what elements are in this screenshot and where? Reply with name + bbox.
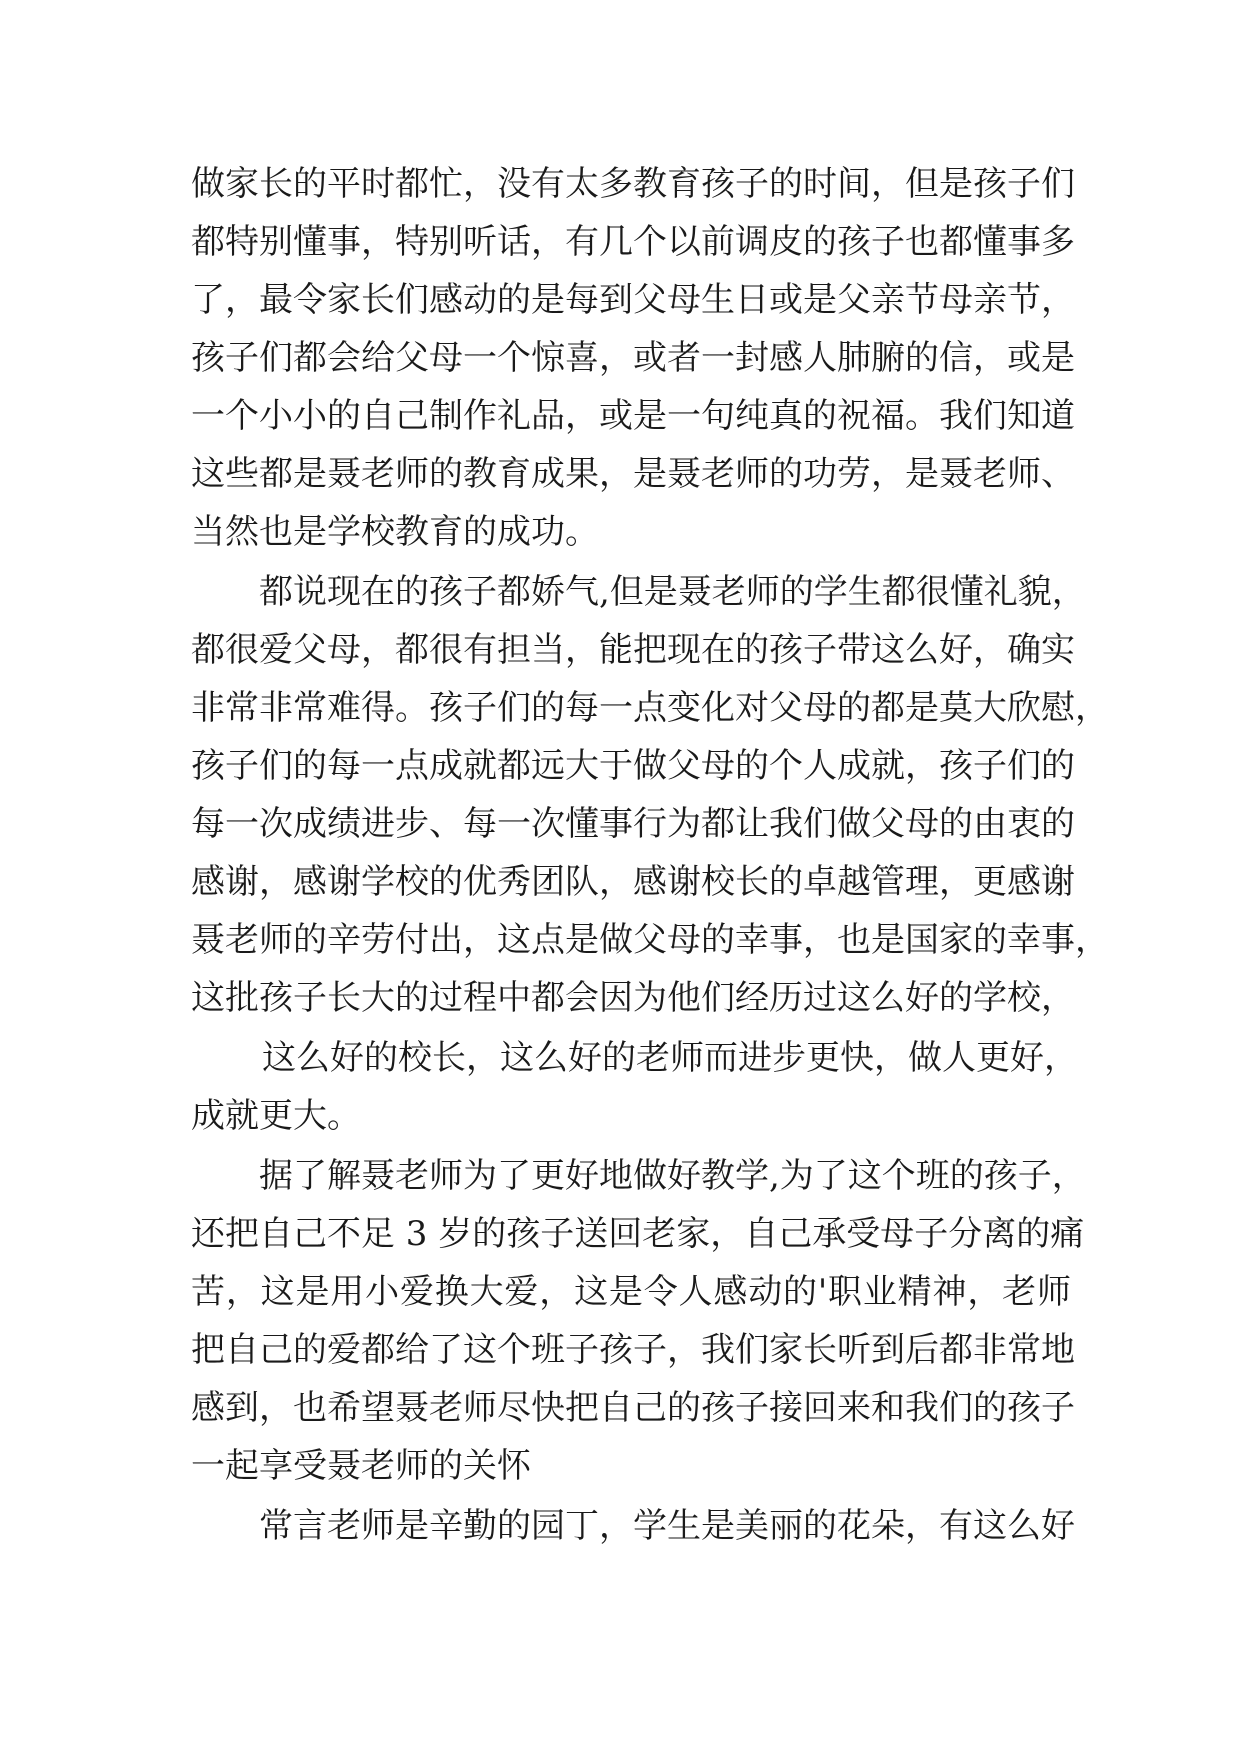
text-line: 还把自己不足 3 岁的孩子送回老家，自己承受母子分离的痛: [191, 1214, 1085, 1254]
text-line: 做家长的平时都忙，没有太多教育孩子的时间，但是孩子们: [191, 164, 1075, 204]
paragraph-first-line: 常言老师是辛勤的园丁，学生是美丽的花朵，有这么好: [259, 1506, 1075, 1546]
text-line: 感到，也希望聂老师尽快把自己的孩子接回来和我们的孩子: [191, 1388, 1075, 1428]
text-line: 孩子们的每一点成就都远大于做父母的个人成就，孩子们的: [191, 746, 1075, 786]
text-line: 这些都是聂老师的教育成果，是聂老师的功劳，是聂老师、: [191, 454, 1075, 494]
text-line: 了，最令家长们感动的是每到父母生日或是父亲节母亲节，: [191, 280, 1075, 320]
paragraph-first-line: 据了解聂老师为了更好地做好教学,为了这个班的孩子，: [259, 1156, 1086, 1196]
text-line: 把自己的爱都给了这个班子孩子，我们家长听到后都非常地: [191, 1330, 1075, 1370]
text-line: 都很爱父母，都很有担当，能把现在的孩子带这么好，确实: [191, 630, 1075, 670]
text-line: 成就更大。: [191, 1096, 361, 1136]
paragraph-first-line: 都说现在的孩子都娇气,但是聂老师的学生都很懂礼貌，: [259, 572, 1086, 612]
text-line: 都特别懂事，特别听话，有几个以前调皮的孩子也都懂事多: [191, 222, 1075, 262]
text-line: 非常非常难得。孩子们的每一点变化对父母的都是莫大欣慰，: [191, 688, 1109, 728]
text-line: 聂老师的辛劳付出，这点是做父母的幸事，也是国家的幸事，: [191, 920, 1109, 960]
text-line: 一个小小的自己制作礼品，或是一句纯真的祝福。我们知道: [191, 396, 1075, 436]
text-line: 每一次成绩进步、每一次懂事行为都让我们做父母的由衷的: [191, 804, 1075, 844]
text-line: 一起享受聂老师的关怀: [191, 1446, 531, 1486]
text-line: 苦，这是用小爱换大爱，这是令人感动的'职业精神，老师: [191, 1272, 1071, 1312]
text-line: 这批孩子长大的过程中都会因为他们经历过这么好的学校，: [191, 978, 1075, 1018]
text-line: 孩子们都会给父母一个惊喜，或者一封感人肺腑的信，或是: [191, 338, 1075, 378]
text-line: 当然也是学校教育的成功。: [191, 512, 599, 552]
paragraph-first-line: 这么好的校长，这么好的老师而进步更快，做人更好，: [262, 1038, 1078, 1078]
text-line: 感谢，感谢学校的优秀团队，感谢校长的卓越管理，更感谢: [191, 862, 1075, 902]
